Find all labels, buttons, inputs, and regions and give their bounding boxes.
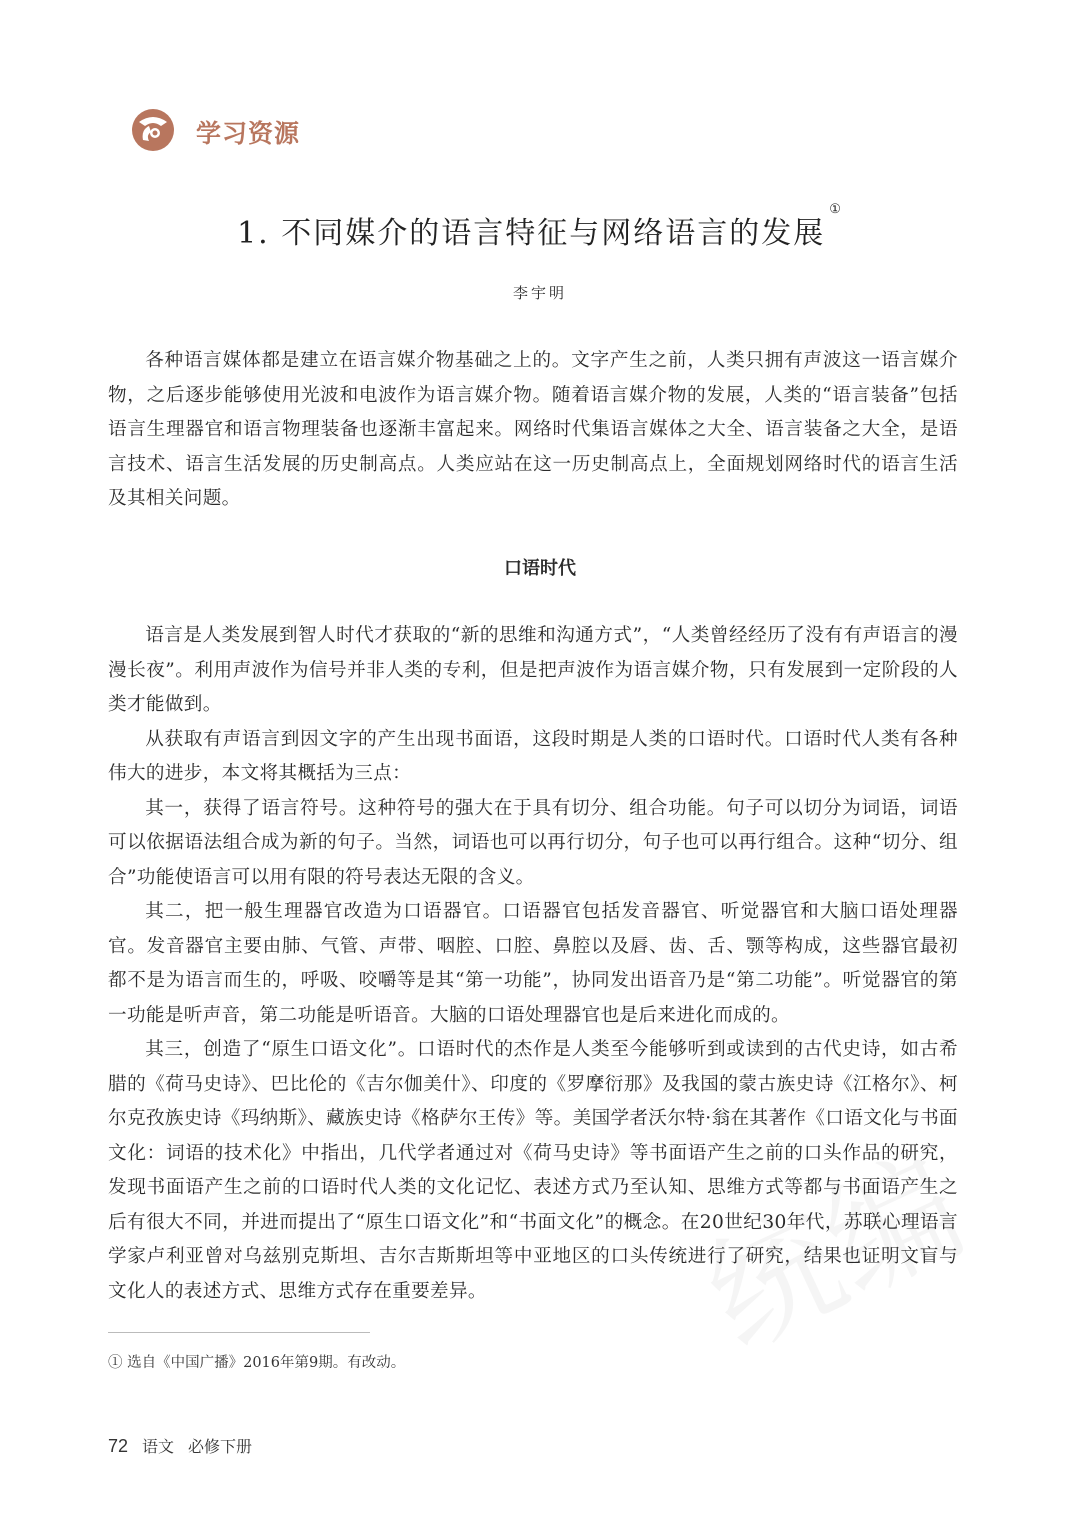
article-title bbox=[0, 202, 1080, 252]
footnote-divider bbox=[108, 1332, 370, 1333]
body-paragraph: 其三，创造了“原生口语文化”。口语时代的杰作是人类至今能够听到或读到的古代史诗，如古希腊的《荷马史诗》、巴比伦的《吉尔伽美什》、印度的《罗摩衍那》及我国的蒙古族史诗《江格尔》、柯尔克孜族史诗《玛纳斯》、藏族史诗《格萨尔王传》等。美国学者沃尔特·翁在其著作《口语文化与书面文化：词语的技术化》中指出，几代学者通过对《荷马史诗》等书面语产生之前的口头作品的研究，发现书面语产生之前的口语时代人类的文化记忆、表述方式乃至认知、思维方式等都与书面语产生之后有很大不同，并进而提出了“原生口语文化”和“书面文化”的概念。在20世纪30年代，苏联心理语言学家卢利亚曾对乌兹别克斯坦、吉尔吉斯斯坦等中亚地区的口头传统进行了研究，结果也证明文盲与文化人的表述方式、思维方式存在重要差异。 bbox=[108, 1039, 958, 1302]
author: 李宇明 bbox=[512, 284, 567, 302]
footnote: ① 选自《中国广播》2016年第9期。有改动。 bbox=[108, 1355, 406, 1371]
subject: 语文 bbox=[142, 1437, 175, 1456]
page-footer bbox=[108, 1434, 252, 1457]
footnote-marker: ① bbox=[829, 202, 843, 217]
page-number: 72 bbox=[108, 1436, 129, 1456]
section-logo-icon bbox=[131, 108, 175, 152]
section-label: 学习资源 bbox=[196, 119, 301, 148]
section-heading: 口语时代 bbox=[504, 558, 576, 579]
body-paragraph: 从获取有声语言到因文字的产生出现书面语，这段时期是人类的口语时代。口语时代人类有各种伟大的进步，本文将其概括为三点： bbox=[108, 728, 958, 784]
volume: 必修下册 bbox=[188, 1437, 253, 1456]
title-text: 1. 不同媒介的语言特征与网络语言的发展 bbox=[237, 216, 826, 251]
body-paragraph: 语言是人类发展到智人时代才获取的“新的思维和沟通方式”，“人类曾经经历了没有有声语言的漫漫长夜”。利用声波作为信号并非人类的专利，但是把声波作为语言媒介物，只有发展到一定阶段的人类才能做到。 bbox=[108, 625, 958, 715]
body-paragraph: 其一，获得了语言符号。这种符号的强大在于具有切分、组合功能。句子可以切分为词语，词语可以依据语法组合成为新的句子。当然，词语也可以再行切分，句子也可以再行组合。这种“切分、组合”功能使语言可以用有限的符号表达无限的含义。 bbox=[108, 797, 958, 888]
intro-paragraph: 各种语言媒体都是建立在语言媒介物基础之上的。文字产生之前，人类只拥有声波这一语言媒介物，之后逐步能够使用光波和电波作为语言媒介物。随着语言媒介物的发展，人类的“语言装备”包括语言生理器官和语言物理装备也逐渐丰富起来。网络时代集语言媒体之大全、语言装备之大全，是语言技术、语言生活发展的历史制高点。人类应站在这一历史制高点上，全面规划网络时代的语言生活及其相关问题。 bbox=[108, 350, 958, 509]
body-paragraph: 其二，把一般生理器官改造为口语器官。口语器官包括发音器官、听觉器官和大脑口语处理器官。发音器官主要由肺、气管、声带、咽腔、口腔、鼻腔以及唇、齿、舌、颚等构成，这些器官最初都不是为语言而生的，呼吸、咬嚼等是其“第一功能”，协同发出语音乃是“第二功能”。听觉器官的第一功能是听声音，第二功能是听语音。大脑的口语处理器官也是后来进化而成的。 bbox=[108, 901, 958, 1026]
